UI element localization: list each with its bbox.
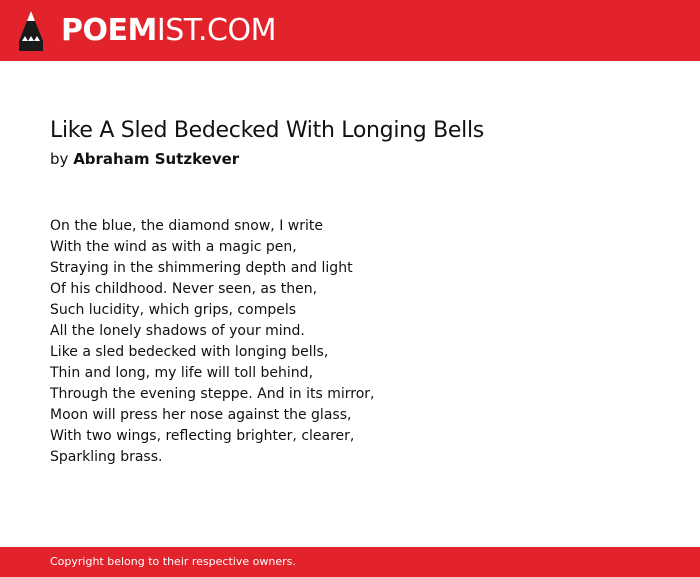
poem-title: Like A Sled Bedecked With Longing Bells bbox=[50, 118, 484, 143]
logo-text-bold: POEM bbox=[61, 13, 157, 48]
poem-line: Straying in the shimmering depth and light bbox=[50, 260, 353, 276]
logo-text-light: IST.COM bbox=[156, 13, 276, 48]
poem-line: Of his childhood. Never seen, as then, bbox=[50, 281, 318, 297]
poem-line: With the wind as with a magic pen, bbox=[50, 239, 297, 255]
author-name: Abraham Sutzkever bbox=[73, 150, 240, 168]
poem-line: Sparkling brass. bbox=[50, 449, 163, 465]
byline bbox=[50, 148, 670, 170]
site-logo[interactable] bbox=[61, 11, 276, 51]
copyright-notice: Copyright belong to their respective owners. bbox=[50, 555, 296, 568]
poem-line: Such lucidity, which grips, compels bbox=[50, 302, 297, 318]
poem-line: Through the evening steppe. And in its mirror, bbox=[50, 386, 375, 402]
poem-content bbox=[50, 114, 670, 468]
poem-line: On the blue, the diamond snow, I write bbox=[50, 218, 323, 234]
poem-line: Moon will press her nose against the glass, bbox=[50, 407, 352, 423]
poem-body bbox=[50, 216, 670, 468]
poem-line: All the lonely shadows of your mind. bbox=[50, 323, 305, 339]
site-footer bbox=[0, 547, 700, 577]
poem-line: Like a sled bedecked with longing bells, bbox=[50, 344, 329, 360]
poem-line: With two wings, reflecting brighter, clearer, bbox=[50, 428, 355, 444]
poem-line: Thin and long, my life will toll behind, bbox=[50, 365, 314, 381]
pencil-icon[interactable] bbox=[16, 9, 46, 53]
site-header bbox=[0, 0, 700, 61]
byline-prefix: by bbox=[50, 150, 69, 168]
